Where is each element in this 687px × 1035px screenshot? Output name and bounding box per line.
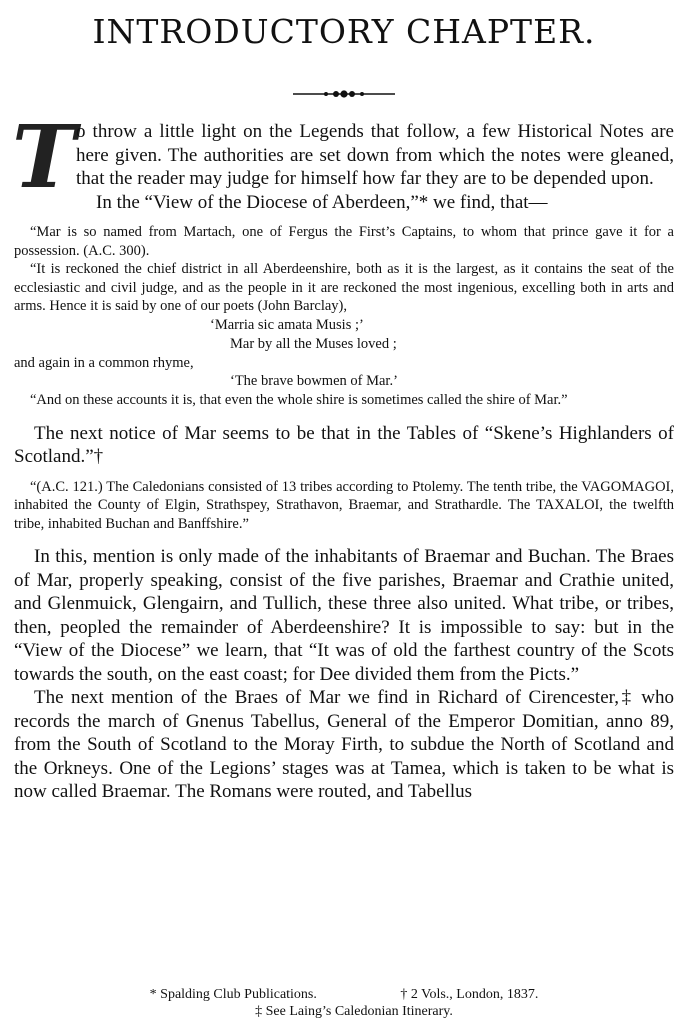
ornament-divider xyxy=(289,88,399,100)
chapter-title: INTRODUCTORY CHAPTER. xyxy=(92,12,596,51)
paragraph-3: The next notice of Mar seems to be that in the Tables of “Skene’s Highlanders of Scotland.”† xyxy=(14,422,674,467)
quote-1: “Mar is so named from Martach, one of Fergus the First’s Captains, to whom that prince gave it for a possession. (A.C. 300). xyxy=(14,224,674,259)
quote-2: “It is reckoned the chief district in all Aberdeenshire, both as it is the largest, as it contains the seat of the ecclesiastic and civil judge, and as the people in it are reckoned the most ingenious, excelling both in arts and arms. Hence it is said by one of our poets (John Barclay), xyxy=(14,261,674,314)
footnote-3: ‡ See Laing’s Caledonian Itinerary. xyxy=(255,1004,453,1019)
paragraph-1: o throw a little light on the Legends that follow, a few Historical Notes are here given. The authorities are set down from which the notes were gleaned, that the reader may judge for himself how far they are to be depended upon. xyxy=(76,121,674,189)
footnotes xyxy=(14,986,674,1020)
paragraph-2: In the “View of the Diocese of Aberdeen,”* we find, that— xyxy=(96,191,548,213)
paragraph-4: In this, mention is only made of the inhabitants of Braemar and Buchan. The Braes of Mar, properly speaking, consist of the five parishes, Braemar and Crathie united, and Glenmuick, Glengairn, and Tullich, these three also united. What tribe, or tribes, then, peopled the remainder of Aberdeenshire? It is impossible to say: but in the “View of the Diocese” we learn, that “It was of old the farthest country of the Scots towards the south, on the east coast; for Dee divided them from the Picts.” xyxy=(14,546,674,685)
verse-3: ‘The brave bowmen of Mar.’ xyxy=(230,373,398,389)
footnote-1: * Spalding Club Publications. xyxy=(149,987,317,1002)
verse-1: ‘Marria sic amata Musis ;’ xyxy=(210,316,364,333)
verse-2: Mar by all the Muses loved ; xyxy=(230,335,397,352)
document-page xyxy=(12,12,674,1019)
quote-5: “(A.C. 121.) The Caledonians consisted of 13 tribes according to Ptolemy. The tenth tribe, the VAGOMAGOI, inhabited the County of Elgin, Strathspey, Strathavon, Braemar, and Strathardle. The TAXALOI, the twelfth tribe, inhabited Buchan and Banffshire.” xyxy=(14,478,674,532)
footnote-2: † 2 Vols., London, 1837. xyxy=(400,987,539,1002)
quote-3: and again in a common rhyme, xyxy=(14,354,194,371)
paragraph-5: The next mention of the Braes of Mar we find in Richard of Cirencester,‡ who records the march of Gnenus Tabellus, General of the Emperor Domitian, anno 89, from the South of Scotland to the Moray Firth, to subdue the North of Scotland and the Orkneys. One of the Legions’ stages was at Tamea, which is taken to be what is now called Braemar. The Romans were routed, and Tabellus xyxy=(14,687,674,802)
quote-4: “And on these accounts it is, that even the whole shire is sometimes called the shire of Mar.” xyxy=(30,392,568,408)
decorative-initial: T xyxy=(12,107,76,208)
